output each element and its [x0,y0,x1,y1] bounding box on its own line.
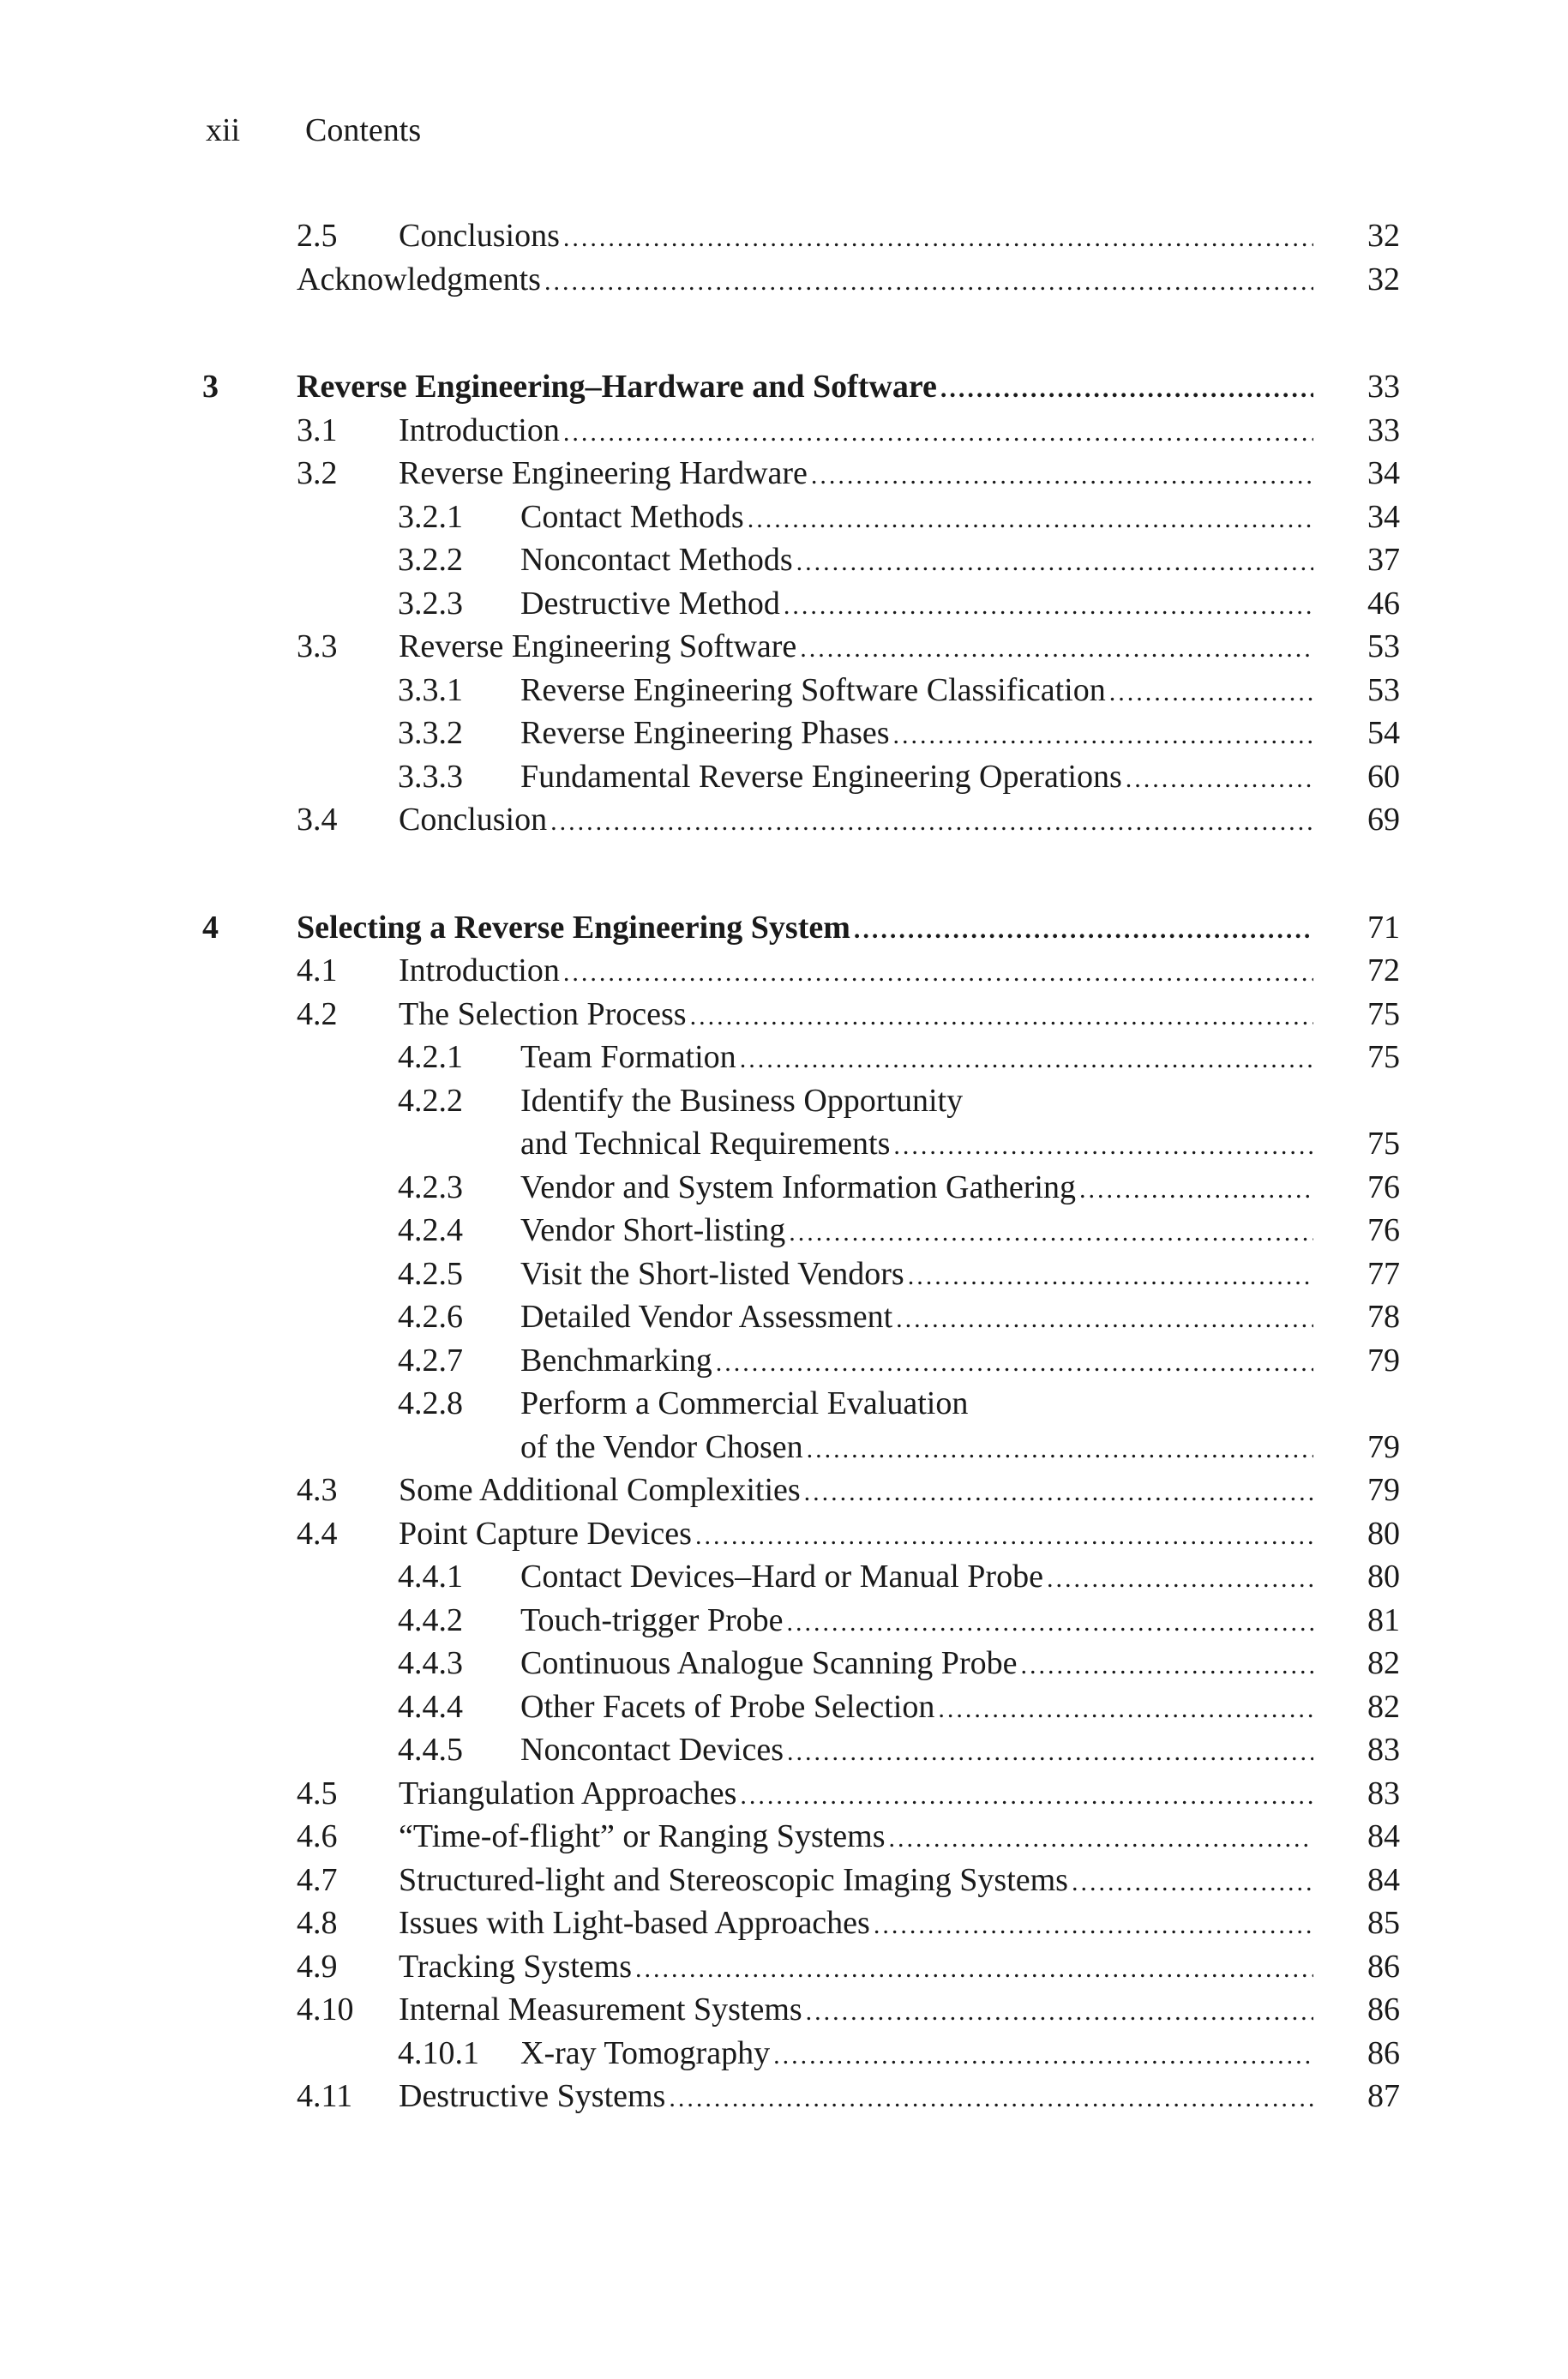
running-title: Contents [305,112,422,148]
toc-entry[interactable] [520,1339,1313,1385]
page-number-ref: 82 [1367,1645,1400,1681]
toc-row [0,1642,1568,1685]
page-number-ref: 79 [1367,1472,1400,1508]
dot-leader [787,1731,1313,1775]
page-number-ref: 76 [1367,1212,1400,1248]
toc-row [0,1079,1568,1123]
section-number: 3.4 [297,802,338,838]
dot-leader [544,261,1313,304]
toc-entry[interactable] [520,1122,1313,1168]
section-number: 4.2.3 [398,1168,463,1205]
dot-leader [1020,1644,1313,1688]
toc-entry[interactable] [399,214,1313,261]
section-number: 4.8 [297,1905,338,1941]
page-number-ref: 71 [1367,909,1400,946]
toc-entry[interactable] [399,1815,1313,1861]
section-title: Reverse Engineering Phases [520,712,893,755]
page-number-ref: 60 [1367,758,1400,795]
page-number-ref: 32 [1367,218,1400,254]
toc-row [0,1859,1568,1902]
toc-entry[interactable] [399,1512,1313,1559]
section-number: 4.2.1 [398,1039,463,1075]
toc-entry[interactable] [399,798,1313,844]
toc-row [0,669,1568,712]
section-title: Selecting a Reverse Engineering System [297,906,854,950]
dot-leader [874,1904,1313,1948]
toc-entry[interactable] [520,582,1313,628]
toc-entry[interactable] [520,1209,1313,1255]
page-number-ref: 83 [1367,1732,1400,1768]
page-number-ref: 82 [1367,1688,1400,1725]
section-title: Destructive Systems [399,2075,669,2118]
toc-entry[interactable] [520,2032,1313,2078]
page-number-ref: 53 [1367,628,1400,664]
section-number: 3.2.1 [398,498,463,535]
section-number: 4.3 [297,1472,338,1508]
toc-entry[interactable] [399,993,1313,1039]
toc-row [0,1599,1568,1643]
dot-leader [893,714,1313,758]
dot-leader [807,1428,1313,1472]
toc-entry[interactable] [520,1685,1313,1732]
dot-leader [806,1991,1313,2034]
section-title: Continuous Analogue Scanning Probe [520,1642,1020,1685]
toc-row [0,1209,1568,1253]
dot-leader [800,628,1313,671]
section-title: Structured-light and Stereoscopic Imaging Systems [399,1859,1072,1902]
page-number-ref: 32 [1367,261,1400,297]
dot-leader [796,541,1313,585]
section-title: Perform a Commercial Evaluation [520,1382,971,1426]
dot-leader [740,1038,1313,1082]
section-title: Noncontact Methods [520,538,796,582]
dot-leader [550,801,1313,844]
page-number-ref: 77 [1367,1255,1400,1292]
section-title: Team Formation [520,1036,740,1079]
toc-entry[interactable] [399,1859,1313,1905]
page-number-ref: 86 [1367,2034,1400,2071]
dot-leader [811,454,1313,498]
section-number: 4.2.7 [398,1342,463,1379]
section-number: 4.4.2 [398,1601,463,1638]
toc-row [0,1122,1568,1166]
section-number: 4.4.4 [398,1688,463,1725]
page-number-ref: 53 [1367,671,1400,708]
dot-leader [740,1775,1313,1818]
dot-leader [804,1471,1313,1515]
section-title: Triangulation Approaches [399,1772,740,1816]
section-number: 3.3.1 [398,671,463,708]
dot-leader [896,1298,1313,1342]
section-title: Some Additional Complexities [399,1469,804,1512]
toc-entry[interactable] [399,1772,1313,1818]
section-number: 3.1 [297,412,338,448]
section-number: 4.2.2 [398,1082,463,1119]
toc-entry[interactable] [399,409,1313,455]
toc-row [0,2032,1568,2076]
dot-leader [563,412,1313,455]
section-title: Destructive Method [520,582,784,626]
section-title: Benchmarking [520,1339,716,1383]
dot-leader [789,1211,1313,1255]
page-number-ref: 54 [1367,715,1400,751]
dot-leader [690,995,1313,1039]
section-title: Touch-trigger Probe [520,1599,787,1643]
toc-row [0,949,1568,993]
toc-entry[interactable] [520,538,1313,585]
toc-entry[interactable] [520,496,1313,542]
toc-row [0,214,1568,258]
page-number-ref: 72 [1367,952,1400,988]
toc-row [0,582,1568,626]
toc-entry[interactable] [399,1901,1313,1948]
section-title: Point Capture Devices [399,1512,695,1556]
dot-leader [695,1515,1313,1559]
page-number-ref: 75 [1367,995,1400,1032]
dot-leader [908,1255,1313,1299]
toc-chapter-row [0,906,1568,950]
toc-row [0,712,1568,755]
toc-row [0,1469,1568,1512]
table-of-contents [0,214,1568,2118]
toc-row [0,1728,1568,1772]
page-number-ref: 69 [1367,802,1400,838]
page-number: xii [206,112,241,148]
section-number: 2.5 [297,218,338,254]
section-title: and Technical Requirements [520,1122,893,1166]
toc-entry[interactable] [399,1945,1313,1992]
toc-row [0,1988,1568,2032]
section-number: 4.2.6 [398,1299,463,1335]
section-number: 4.4.1 [398,1559,463,1595]
dot-leader [1126,758,1313,802]
toc-entry[interactable] [399,949,1313,995]
section-number: 4.10 [297,1992,354,2028]
section-title: Detailed Vendor Assessment [520,1295,896,1339]
page-number-ref: 84 [1367,1818,1400,1854]
section-title: Reverse Engineering Software Classification [520,669,1109,712]
page-number-ref: 33 [1367,412,1400,448]
toc-row [0,1426,1568,1469]
page-number-ref: 86 [1367,1948,1400,1985]
section-title: Noncontact Devices [520,1728,787,1772]
toc-chapter-row [0,365,1568,409]
section-number: 4.6 [297,1818,338,1854]
toc-row [0,1382,1568,1426]
chapter-number: 3 [202,369,219,405]
section-title: of the Vendor Chosen [520,1426,807,1469]
toc-row [0,1901,1568,1945]
section-title: Contact Devices–Hard or Manual Probe [520,1555,1047,1599]
section-number: 4.2.5 [398,1255,463,1292]
toc-row [0,1339,1568,1383]
page-number-ref: 76 [1367,1168,1400,1205]
section-number: 4.7 [297,1861,338,1898]
section-title: Vendor Short-listing [520,1209,789,1253]
section-title: Reverse Engineering–Hardware and Software [297,365,940,409]
toc-entry[interactable] [520,1599,1313,1645]
toc-row [0,625,1568,669]
page-number-ref: 81 [1367,1601,1400,1638]
dot-leader [787,1601,1313,1645]
dot-leader [893,1125,1313,1168]
section-number: 4.5 [297,1775,338,1811]
dot-leader [563,217,1313,261]
page-number-ref: 34 [1367,455,1400,491]
toc-entry[interactable] [520,1555,1313,1601]
toc-entry[interactable] [520,1079,1313,1123]
section-title: Reverse Engineering Hardware [399,452,811,496]
dot-leader [889,1817,1314,1861]
dot-leader [669,2077,1313,2121]
toc-row [0,1815,1568,1859]
section-number: 4.9 [297,1948,338,1985]
section-number: 3.2.2 [398,542,463,578]
toc-entry[interactable] [520,1295,1313,1342]
toc-row [0,1772,1568,1816]
section-number: 4.10.1 [398,2034,479,2071]
section-number: 3.3.2 [398,715,463,751]
toc-row [0,538,1568,582]
section-title: Conclusion [399,798,550,842]
section-number: 4.2.8 [398,1385,463,1421]
toc-entry[interactable] [399,1988,1313,2034]
toc-entry[interactable] [399,625,1313,671]
section-title: Other Facets of Probe Selection [520,1685,938,1729]
page-number-ref: 86 [1367,1992,1400,2028]
toc-entry[interactable] [520,1642,1313,1688]
dot-leader [716,1342,1313,1385]
section-number: 4.2 [297,995,338,1032]
dot-leader [1079,1168,1313,1212]
dot-leader [784,585,1313,628]
toc-row [0,798,1568,842]
dot-leader [1109,671,1313,715]
section-title: Conclusions [399,214,563,258]
section-number: 3.3.3 [398,758,463,795]
toc-entry[interactable] [520,669,1313,715]
page-number-ref: 83 [1367,1775,1400,1811]
section-number: 4.1 [297,952,338,988]
section-number: 3.3 [297,628,338,664]
toc-entry[interactable] [520,1426,1313,1472]
section-title: Reverse Engineering Software [399,625,800,669]
page-number-ref: 80 [1367,1515,1400,1552]
toc-entry[interactable] [297,365,1313,412]
toc-entry[interactable] [399,1469,1313,1515]
toc-row [0,1166,1568,1210]
toc-row [0,1555,1568,1599]
section-title: Introduction [399,409,563,453]
toc-row [0,993,1568,1036]
section-title: Issues with Light-based Approaches [399,1901,874,1945]
page-header [0,111,1568,154]
page-number-ref: 78 [1367,1299,1400,1335]
toc-row [0,1253,1568,1296]
toc-entry[interactable] [520,1036,1313,1082]
dot-leader [940,368,1313,412]
dot-leader [748,498,1313,542]
section-number: 4.4.5 [398,1732,463,1768]
dot-leader [635,1948,1313,1992]
page-number-ref: 75 [1367,1126,1400,1162]
section-number: 3.2.3 [398,585,463,622]
toc-row [0,1036,1568,1079]
section-title: Introduction [399,949,563,993]
toc-entry[interactable] [297,906,1313,952]
page-number-ref: 34 [1367,498,1400,535]
toc-entry[interactable] [399,452,1313,498]
toc-row [0,452,1568,496]
section-number: 4.4 [297,1515,338,1552]
toc-row [0,496,1568,539]
toc-row [0,755,1568,799]
toc-entry[interactable] [297,258,1313,304]
page-number-ref: 80 [1367,1559,1400,1595]
section-title: Contact Methods [520,496,748,539]
page-number-ref: 84 [1367,1861,1400,1898]
toc-row [0,1685,1568,1729]
dot-leader [1072,1861,1313,1905]
toc-entry[interactable] [520,712,1313,758]
dot-leader [563,952,1313,995]
dot-leader [1047,1558,1313,1601]
chapter-number: 4 [202,909,219,946]
toc-row [0,2075,1568,2118]
toc-entry[interactable] [520,1382,1313,1426]
page-number-ref: 75 [1367,1039,1400,1075]
toc-row [0,1295,1568,1339]
page-number-ref: 87 [1367,2078,1400,2114]
toc-row [0,1945,1568,1989]
toc-entry[interactable] [520,1166,1313,1212]
section-title: Vendor and System Information Gathering [520,1166,1079,1210]
page-number-ref: 37 [1367,542,1400,578]
page-number-ref: 79 [1367,1428,1400,1465]
toc-row [0,1512,1568,1556]
toc-entry[interactable] [399,2075,1313,2121]
dot-leader [773,2034,1313,2078]
section-title: Tracking Systems [399,1945,635,1989]
toc-entry[interactable] [520,1253,1313,1299]
section-title: Visit the Short-listed Vendors [520,1253,908,1296]
dot-leader [938,1688,1313,1732]
toc-row [0,409,1568,453]
toc-entry[interactable] [520,1728,1313,1775]
section-number: 4.11 [297,2078,353,2114]
section-title: The Selection Process [399,993,690,1036]
page-number-ref: 33 [1367,369,1400,405]
section-title: Fundamental Reverse Engineering Operations [520,755,1126,799]
page-number-ref: 79 [1367,1342,1400,1379]
section-number: 4.4.3 [398,1645,463,1681]
toc-entry[interactable] [520,755,1313,802]
section-title: Acknowledgments [297,258,544,302]
section-title: Internal Measurement Systems [399,1988,806,2032]
page-number-ref: 46 [1367,585,1400,622]
toc-row [0,258,1568,302]
section-title: X-ray Tomography [520,2032,773,2076]
section-title: “Time-of-flight” or Ranging Systems [399,1815,889,1859]
section-number: 3.2 [297,455,338,491]
dot-leader [854,909,1313,952]
page-number-ref: 85 [1367,1905,1400,1941]
section-title: Identify the Business Opportunity [520,1079,966,1123]
section-number: 4.2.4 [398,1212,463,1248]
